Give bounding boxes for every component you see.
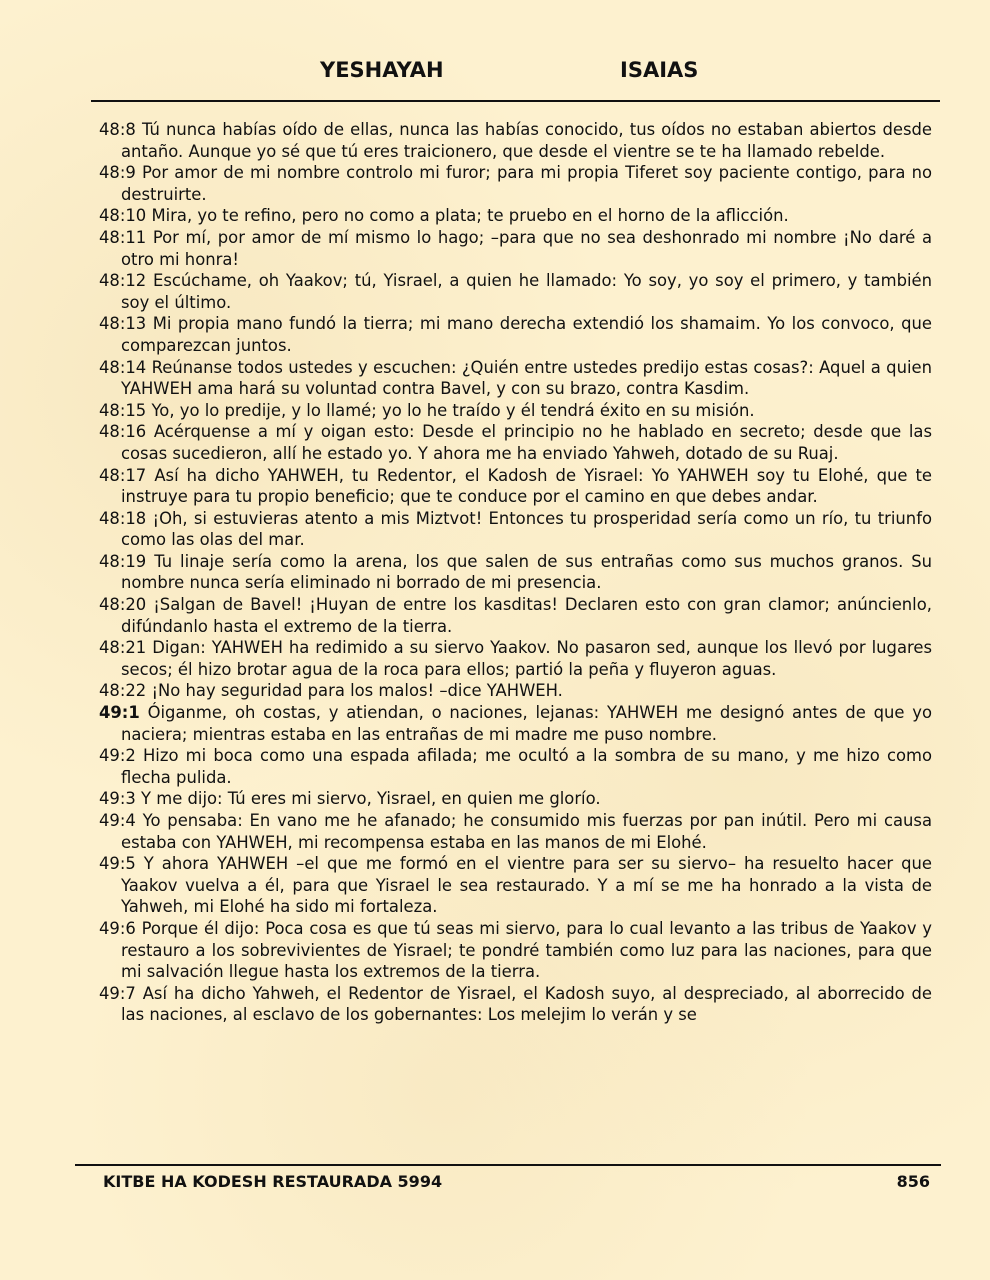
- verse: [99, 680, 932, 702]
- footer-rule: [75, 1164, 941, 1166]
- verse-ref: 48:13: [99, 314, 147, 334]
- verse-ref: 48:16: [99, 422, 147, 442]
- verse-ref: 49:2: [99, 746, 136, 766]
- verse-text: Acérquense a mí y oigan esto: Desde el principio no he hablado en secreto; desde que las cosas sucedieron, allí he estado yo. Y ahora me ha enviado Yahweh, dotado de su Ruaj.: [121, 422, 932, 463]
- verse-ref: 49:7: [99, 983, 136, 1003]
- verse-text: Óiganme, oh costas, y atiendan, o naciones, lejanas: YAHWEH me designó antes de que yo naciera; mientras estaba en las entrañas de mi madre me puso nombre.: [121, 703, 932, 744]
- verse-text: Y me dijo: Tú eres mi siervo, Yisrael, en quien me glorío.: [141, 789, 601, 809]
- page-footer: [0, 1172, 990, 1196]
- verse-ref: 48:10: [99, 206, 147, 226]
- verse: [99, 162, 932, 205]
- verse: [99, 853, 932, 918]
- verse-ref: 48:18: [99, 508, 147, 528]
- verse-text: Así ha dicho YAHWEH, tu Redentor, el Kadosh de Yisrael: Yo YAHWEH soy tu Elohé, que te instruye para tu propio beneficio; que te conduce por el camino en que debes andar.: [121, 465, 932, 507]
- verse: [99, 227, 932, 270]
- verse-text: Porque él dijo: Poca cosa es que tú seas mi siervo, para lo cual levanto a las tribus de Yaakov y restauro a los sobrevivientes de Yisrael; te pondré también como luz para las naciones, para que mi salvación llegue hasta los extremos de la tierra.: [121, 918, 932, 982]
- header-book-hebrew: YESHAYAH: [320, 58, 444, 82]
- verse-text: Tú nunca habías oído de ellas, nunca las habías conocido, tus oídos no estaban abiertos desde antaño. Aunque yo sé que tú eres traicionero, que desde el vientre se te ha llamado rebelde.: [121, 120, 932, 161]
- verse-text: ¡Oh, si estuvieras atento a mis Miztvot! Entonces tu prosperidad sería como un río, tu triunfo como las olas del mar.: [121, 508, 932, 550]
- verse-text-body: [99, 119, 932, 1026]
- verse-text: ¡Salgan de Bavel! ¡Huyan de entre los kasditas! Declaren esto con gran clamor; anúncienlo, difúndanlo hasta el extremo de la tierra.: [121, 595, 932, 636]
- verse: [99, 270, 932, 313]
- verse-text: Así ha dicho Yahweh, el Redentor de Yisrael, el Kadosh suyo, al despreciado, al aborrecido de las naciones, al esclavo de los gobernantes: Los melejim lo verán y se: [121, 983, 932, 1025]
- verse-ref: 48:11: [99, 227, 147, 247]
- verse: [99, 788, 932, 810]
- verse-text: Yo pensaba: En vano me he afanado; he consumido mis fuerzas por pan inútil. Pero mi causa estaba con YAHWEH, mi recompensa estaba en las manos de mi Elohé.: [121, 811, 932, 852]
- verse-ref: 48:20: [99, 595, 147, 615]
- chapter-start-ref: 49:1: [99, 703, 140, 723]
- page-header: [0, 58, 990, 90]
- verse-text: Mira, yo te refino, pero no como a plata; te pruebo en el horno de la aflicción.: [151, 206, 789, 226]
- verse: [99, 745, 932, 788]
- verse-text: Tu linaje sería como la arena, los que salen de sus entrañas como sus muchos granos. Su nombre nunca sería eliminado ni borrado de mi presencia.: [121, 551, 932, 593]
- verse-ref: 49:6: [99, 918, 136, 938]
- footer-book-title: KITBE HA KODESH RESTAURADA 5994: [103, 1172, 443, 1191]
- verse: [99, 983, 932, 1026]
- verse-ref: 48:15: [99, 400, 147, 420]
- verse-ref: 49:5: [99, 854, 136, 874]
- verse-text: Y ahora YAHWEH –el que me formó en el vientre para ser su siervo– ha resuelto hacer que Yaakov vuelva a él, para que Yisrael le sea restaurado. Y a mí se me ha honrado a la vista de Yahweh, mi Elohé ha sido mi fortaleza.: [121, 854, 932, 917]
- verse-text: Escúchame, oh Yaakov; tú, Yisrael, a quien he llamado: Yo soy, yo soy el primero, y también soy el último.: [121, 271, 933, 312]
- verse: [99, 918, 932, 983]
- verse: [99, 594, 932, 637]
- verse-ref: 48:12: [99, 271, 147, 291]
- verse: [99, 551, 932, 594]
- verse-text: Digan: YAHWEH ha redimido a su siervo Yaakov. No pasaron sed, aunque los llevó por lugares secos; él hizo brotar agua de la roca para ellos; partió la peña y fluyeron aguas.: [121, 638, 932, 679]
- verse: [99, 400, 932, 422]
- verse: [99, 313, 932, 356]
- verse-ref: 48:17: [99, 465, 147, 485]
- verse-text: Por mí, por amor de mí mismo lo hago; –para que no sea deshonrado mi nombre ¡No daré a otro mi honra!: [121, 227, 932, 269]
- verse-ref: 48:22: [99, 681, 147, 701]
- verse-ref: 49:3: [99, 789, 136, 809]
- verse-text: Hizo mi boca como una espada afilada; me ocultó a la sombra de su mano, y me hizo como flecha pulida.: [121, 746, 932, 787]
- verse-ref: 49:4: [99, 811, 136, 830]
- verse-ref: 48:14: [99, 357, 147, 377]
- verse: [99, 357, 932, 400]
- verse: [99, 810, 932, 853]
- verse-text: Reúnanse todos ustedes y escuchen: ¿Quién entre ustedes predijo estas cosas?: Aquel a quien YAHWEH ama hará su voluntad contra Bavel, y con su brazo, contra Kasdim.: [121, 357, 932, 399]
- verse-ref: 48:8: [99, 120, 136, 139]
- verse: [99, 637, 932, 680]
- verse-ref: 48:9: [99, 163, 136, 183]
- verse: [99, 702, 932, 745]
- verse-ref: 48:21: [99, 638, 147, 658]
- verse: [99, 508, 932, 551]
- verse-text: ¡No hay seguridad para los malos! –dice YAHWEH.: [151, 681, 563, 701]
- verse-ref: 48:19: [99, 551, 147, 571]
- verse: [99, 119, 932, 162]
- verse: [99, 421, 932, 464]
- page-number: 856: [896, 1172, 930, 1191]
- header-rule: [91, 100, 940, 102]
- header-book-spanish: ISAIAS: [620, 58, 699, 82]
- verse: [99, 205, 932, 227]
- verse: [99, 465, 932, 508]
- verse-text: Mi propia mano fundó la tierra; mi mano derecha extendió los shamaim. Yo los convoco, que comparezcan juntos.: [121, 314, 932, 355]
- verse-text: Por amor de mi nombre controlo mi furor; para mi propia Tiferet soy paciente contigo, para no destruirte.: [121, 163, 933, 204]
- verse-text: Yo, yo lo predije, y lo llamé; yo lo he traído y él tendrá éxito en su misión.: [151, 400, 755, 420]
